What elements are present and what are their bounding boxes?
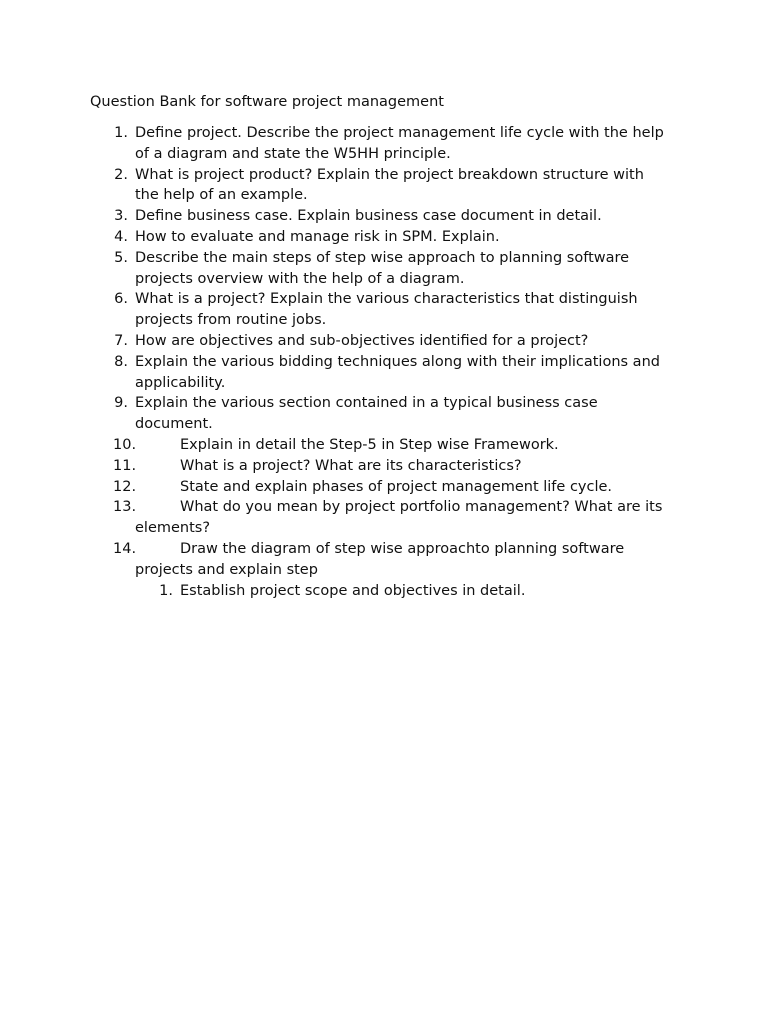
list-item: [0, 393, 670, 435]
list-item-text: What do you mean by project portfolio management? What are its elements?: [135, 499, 663, 537]
list-item-text: State and explain phases of project management life cycle.: [180, 478, 613, 495]
list-item: [0, 477, 670, 498]
list-item-text: Define project. Describe the project management life cycle with the help of a diagram and state the W5HH principle.: [135, 125, 664, 162]
list-item: [0, 206, 670, 227]
list-item-text: What is a project? What are its characteristics?: [180, 457, 522, 474]
list-item-text: Explain in detail the Step-5 in Step wise Framework.: [180, 436, 559, 453]
list-item-number: 11.: [113, 457, 137, 474]
list-item-number: 9.: [114, 395, 128, 412]
list-item: [0, 289, 670, 331]
list-item-text: How to evaluate and manage risk in SPM. Explain.: [135, 228, 500, 245]
list-item: [0, 165, 670, 207]
sub-list: [135, 581, 670, 602]
list-item: [0, 435, 670, 456]
list-item: [0, 227, 670, 248]
list-item-text: Draw the diagram of step wise approachto planning software projects and explain step: [135, 540, 625, 578]
sub-list-item: [135, 581, 670, 602]
list-item-number: 8.: [114, 353, 128, 370]
list-item-text: What is project product? Explain the project breakdown structure with the help of an example.: [135, 166, 644, 204]
list-item: [0, 539, 670, 601]
page-title: Question Bank for software project management: [90, 94, 444, 110]
list-item-text: Describe the main steps of step wise approach to planning software projects overview with the help of a diagram.: [135, 249, 630, 287]
list-item-number: 12.: [113, 478, 137, 495]
list-item: [0, 456, 670, 477]
list-item: [0, 123, 670, 165]
sub-list-item-number: 1.: [159, 582, 173, 599]
list-item-number: 14.: [113, 540, 137, 557]
sub-list-item-text: Establish project scope and objectives in detail.: [180, 582, 526, 599]
list-item-number: 3.: [114, 208, 128, 225]
list-item: [0, 248, 670, 290]
list-item: [0, 331, 670, 352]
list-item-number: 7.: [114, 332, 128, 349]
list-item-text: Explain the various section contained in a typical business case document.: [135, 395, 598, 433]
list-item-number: 2.: [114, 166, 128, 183]
list-item-text: What is a project? Explain the various characteristics that distinguish projects from routine jobs.: [135, 291, 638, 329]
list-item-text: Explain the various bidding techniques along with their implications and applicability.: [135, 353, 660, 391]
list-item-number: 5.: [114, 249, 128, 266]
list-item-number: 6.: [114, 291, 128, 308]
list-item-number: 13.: [113, 499, 137, 516]
question-list: [0, 123, 768, 601]
list-item-text: Define business case. Explain business case document in detail.: [135, 208, 602, 225]
list-item-number: 1.: [114, 125, 128, 141]
list-item-number: 4.: [114, 228, 128, 245]
list-item: [0, 497, 670, 539]
list-item-text: How are objectives and sub-objectives identified for a project?: [135, 332, 589, 349]
list-item: [0, 352, 670, 394]
list-item-number: 10.: [113, 436, 137, 453]
